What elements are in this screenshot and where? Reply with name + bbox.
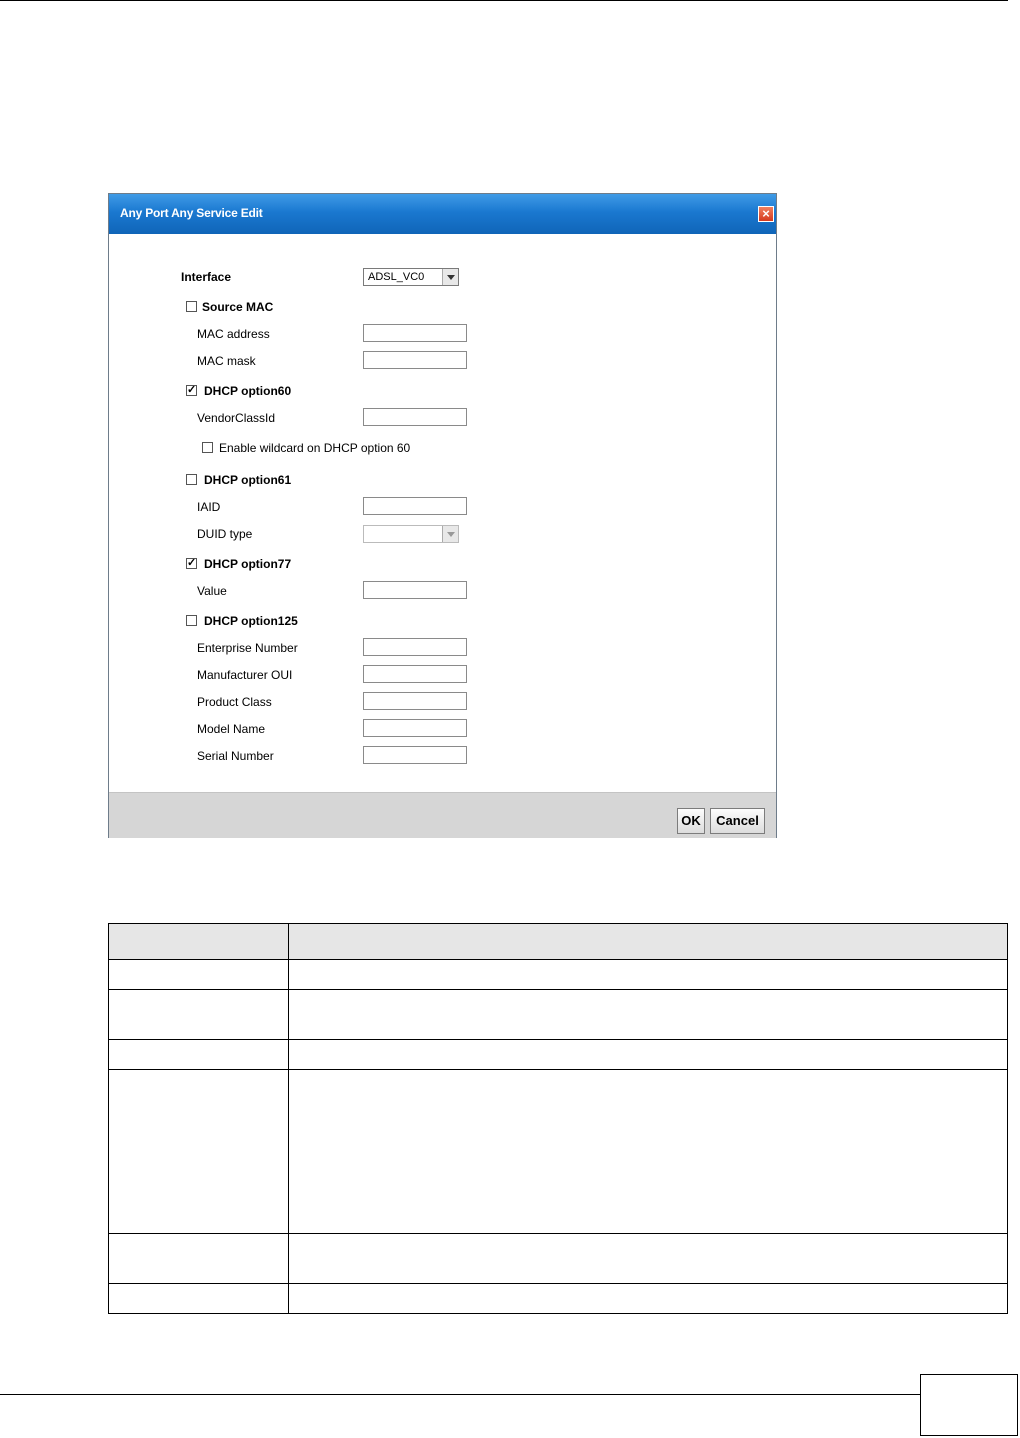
duid-type-label: DUID type bbox=[197, 527, 253, 541]
vendor-class-id-label: VendorClassId bbox=[197, 411, 276, 425]
chevron-down-icon bbox=[442, 526, 458, 542]
iaid-input[interactable] bbox=[363, 497, 467, 515]
table-cell bbox=[109, 1040, 289, 1070]
page-number-box bbox=[920, 1374, 1018, 1436]
value-label: Value bbox=[197, 584, 227, 598]
iaid-label: IAID bbox=[197, 500, 221, 514]
dialog-footer bbox=[109, 792, 776, 838]
source-mac-label: Source MAC bbox=[202, 300, 274, 314]
enterprise-number-label: Enterprise Number bbox=[197, 641, 298, 655]
vendor-class-id-input[interactable] bbox=[363, 408, 467, 426]
table-cell bbox=[109, 1284, 289, 1314]
wildcard-label: Enable wildcard on DHCP option 60 bbox=[219, 441, 411, 455]
interface-label: Interface bbox=[181, 270, 232, 284]
cancel-button[interactable]: Cancel bbox=[710, 808, 765, 834]
manufacturer-oui-input[interactable] bbox=[363, 665, 467, 683]
dialog-titlebar bbox=[109, 194, 776, 234]
dhcp-option61-checkbox[interactable] bbox=[186, 474, 197, 485]
dhcp-option125-label: DHCP option125 bbox=[204, 614, 298, 628]
table-cell bbox=[288, 990, 1007, 1040]
table-header-cell bbox=[109, 924, 289, 960]
mac-mask-label: MAC mask bbox=[197, 354, 256, 368]
table-cell bbox=[288, 1234, 1007, 1284]
model-name-input[interactable] bbox=[363, 719, 467, 737]
wildcard-checkbox[interactable] bbox=[202, 442, 213, 453]
any-port-any-service-edit-dialog bbox=[108, 193, 777, 838]
footer-rule bbox=[0, 1394, 920, 1395]
dhcp-option61-label: DHCP option61 bbox=[204, 473, 292, 487]
description-table bbox=[108, 923, 1008, 1314]
ok-button[interactable]: OK bbox=[677, 808, 705, 834]
table-cell bbox=[288, 1070, 1007, 1234]
serial-number-label: Serial Number bbox=[197, 749, 274, 763]
table-cell bbox=[288, 960, 1007, 990]
table-cell bbox=[109, 1234, 289, 1284]
table-row bbox=[109, 1284, 1008, 1314]
product-class-label: Product Class bbox=[197, 695, 272, 709]
duid-type-select[interactable] bbox=[363, 525, 459, 543]
source-mac-checkbox[interactable] bbox=[186, 301, 197, 312]
table-cell bbox=[109, 990, 289, 1040]
manufacturer-oui-label: Manufacturer OUI bbox=[197, 668, 293, 682]
top-rule bbox=[0, 0, 1008, 1]
chevron-down-icon bbox=[442, 269, 458, 285]
serial-number-input[interactable] bbox=[363, 746, 467, 764]
table-cell bbox=[288, 1040, 1007, 1070]
dhcp-option77-label: DHCP option77 bbox=[204, 557, 292, 571]
table-header-cell bbox=[288, 924, 1007, 960]
table-row bbox=[109, 990, 1008, 1040]
enterprise-number-input[interactable] bbox=[363, 638, 467, 656]
mac-mask-input[interactable] bbox=[363, 351, 467, 369]
mac-address-label: MAC address bbox=[197, 327, 270, 341]
table-cell bbox=[109, 960, 289, 990]
table-row bbox=[109, 1040, 1008, 1070]
interface-select[interactable] bbox=[363, 268, 459, 286]
dhcp-option125-checkbox[interactable] bbox=[186, 615, 197, 626]
table-row bbox=[109, 960, 1008, 990]
product-class-input[interactable] bbox=[363, 692, 467, 710]
table-header-row bbox=[109, 924, 1008, 960]
value-input[interactable] bbox=[363, 581, 467, 599]
table-cell bbox=[109, 1070, 289, 1234]
table-row bbox=[109, 1070, 1008, 1234]
close-icon[interactable]: × bbox=[758, 206, 774, 222]
interface-select-value: ADSL_VC0 bbox=[368, 271, 425, 283]
mac-address-input[interactable] bbox=[363, 324, 467, 342]
table-cell bbox=[288, 1284, 1007, 1314]
dhcp-option77-checkbox[interactable]: ✓ bbox=[187, 557, 197, 569]
dhcp-option60-checkbox[interactable]: ✓ bbox=[187, 384, 197, 396]
dhcp-option60-label: DHCP option60 bbox=[204, 384, 292, 398]
dialog-title: Any Port Any Service Edit bbox=[120, 206, 263, 220]
table-row bbox=[109, 1234, 1008, 1284]
model-name-label: Model Name bbox=[197, 722, 266, 736]
